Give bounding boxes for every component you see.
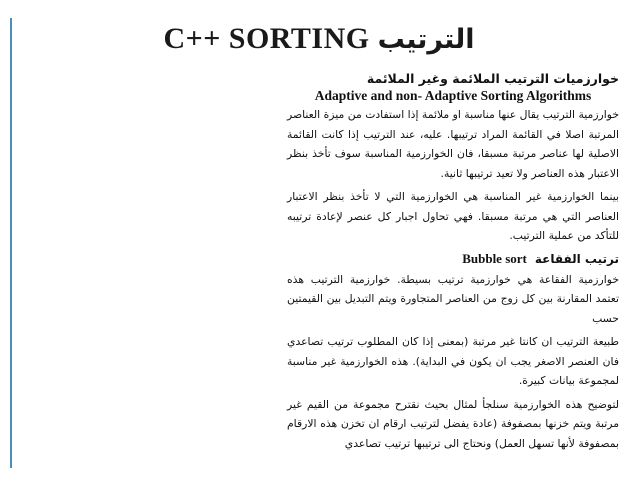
section2-paragraph-2: طبيعة الترتيب ان كانتا غير مرتبة (بمعنى إذا كان المطلوب ترتيب تصاعدي فان العنصر الاصغر يجب ان يكون في البداية). هذه الخوارزمية غير مناسبة لمجموعة بيانات كبيرة. bbox=[287, 335, 619, 387]
section2-paragraph-1: خوارزمية الفقاعة هي خوارزمية ترتيب بسيطة. خوارزمية الترتيب هذه تعتمد المقارنة بين كل زوج من العناصر المتجاورة ويتم التبديل بين القيمتين حسب bbox=[287, 272, 619, 325]
section1-heading-ar: خوارزميات الترتيب الملائمة وغير الملائمة bbox=[366, 71, 619, 86]
page-title-ar: الترتيب bbox=[377, 24, 475, 55]
section2-heading bbox=[287, 250, 619, 268]
section2-heading-ar: ترتيب الفقاعة bbox=[534, 251, 619, 266]
section2-paragraph-3: لتوضيح هذه الخوارزمية سنلجأ لمثال بحيث نقترح مجموعة من القيم غير مرتبة ويتم خزنها بمصفوفة (عادة يفضل لترتيب ارقام ان تخزن هذه الارقام بمصفوفة لأنها تسهل العمل) ونحتاج الى ترتيبها ترتيب تصاعدي bbox=[287, 397, 619, 450]
section1-heading-en: Adaptive and non- Adaptive Sorting Algorithms bbox=[314, 88, 592, 103]
section1-paragraph-2: بينما الخوارزمية غير المناسبة هي الخوارزمية التي لا تأخذ بنظر الاعتبار العناصر التي هي مرتبة مسبقا. فهي تحاول اجبار كل عنصر لإعادة ترتيبه للتأكد من عملية الترتيب. bbox=[287, 190, 619, 242]
left-accent-rule bbox=[10, 18, 12, 468]
page-title bbox=[0, 22, 638, 56]
section2-heading-en: Bubble sort bbox=[462, 250, 527, 266]
article-content bbox=[287, 70, 619, 450]
page-title-en: C++ SORTING bbox=[163, 22, 370, 55]
section1-paragraph-1: خوارزمية الترتيب يقال عنها مناسبة او ملائمة إذا استفادت من ميزة العناصر المرتبة اصلا في القائمة المراد ترتيبها. عليه، عند الترتيب إذا كانت القائمة الاصلية لها عناصر مرتبة مسبقا، فان الخوارزمية المناسبة سوف تأخذ بنظر الاعتبار هذه العناصر ولا تعيد ترتيبها ثانية. bbox=[287, 108, 619, 180]
